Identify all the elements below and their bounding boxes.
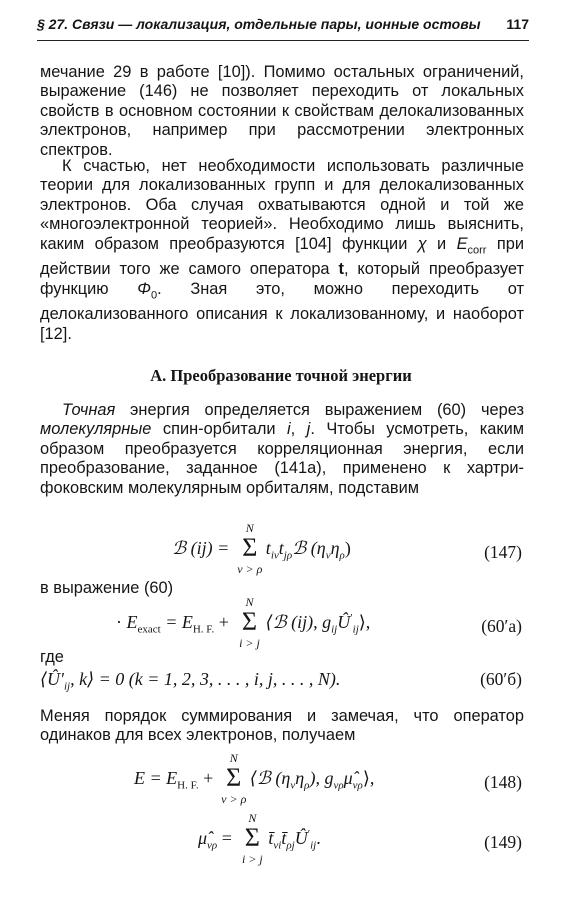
eq148-sum-upper: N <box>229 751 238 765</box>
eq60b-u: ⟨Û′ <box>40 669 64 689</box>
eq147-t2-sub: jρ <box>283 549 293 562</box>
p2-text-b: при действии того же самого оператора <box>40 234 524 279</box>
eq149-u-sub: ij <box>310 839 317 852</box>
eq149-t2-sub: ρj <box>286 839 295 852</box>
page-number: 117 <box>506 16 529 32</box>
eq149-mu: μ̂ <box>198 828 208 849</box>
header-rule <box>37 40 529 41</box>
eq149-close: . <box>316 828 321 849</box>
eq148-sum-lower: ν > ρ <box>221 792 247 806</box>
eq147-eta2-sub: ρ <box>339 549 345 562</box>
eq148-g-sub: νρ <box>333 779 344 792</box>
eq60a-sum-upper: N <box>245 595 254 609</box>
eq147-number: (147) <box>484 542 522 562</box>
text-in-expression: в выражение (60) <box>40 579 174 597</box>
eq60a-u-sub: ij <box>352 623 359 636</box>
eq148-body-text: ⟨ℬ (η <box>249 768 291 789</box>
paragraph-4: Меняя порядок суммирования и замечая, что оператор одинаков для всех электронов, получаем <box>40 707 524 745</box>
paragraph-2 <box>40 157 524 344</box>
operator-t: t <box>338 260 344 279</box>
sigma-symbol: Σ <box>241 607 258 636</box>
equation-148 <box>0 752 562 812</box>
eq147-sum-lower: ν > ρ <box>237 562 263 576</box>
eq149-sum-lower: i > j <box>241 852 263 866</box>
eq148-g: ), g <box>309 768 334 789</box>
eq148-body <box>134 752 374 808</box>
p3-var-i: i <box>287 420 291 439</box>
eq149-u-prime: ′ <box>307 828 311 841</box>
text-where: где <box>40 648 64 666</box>
eq149-sum <box>238 812 266 868</box>
eq60a-hf-sub: H. F. <box>192 623 215 636</box>
eq147-close: ) <box>344 538 351 559</box>
eq149-t2: t̄ <box>281 828 287 849</box>
eq60b-body <box>40 669 340 697</box>
equation-60a <box>0 596 562 656</box>
eq148-close: ⟩, <box>362 768 375 789</box>
eq147-body <box>172 522 351 578</box>
p3-italic-exact: Точная <box>62 401 116 419</box>
equation-149 <box>0 812 562 872</box>
eq147-lhs: ℬ (ij) = <box>172 538 230 559</box>
phi-symbol: Φ <box>137 279 151 298</box>
p2-and: и <box>426 234 457 253</box>
eq60a-g-sub: ij <box>331 623 338 636</box>
p3-text-a: энергия определяется выражением (60) через <box>115 401 524 419</box>
sigma-symbol: Σ <box>226 763 242 792</box>
running-header <box>37 14 529 38</box>
phi-subscript: 0 <box>150 289 158 301</box>
header-section-title: § 27. Связи — локализация, отдельные пары, ионные остовы <box>37 16 481 32</box>
eq147-t2: t <box>278 538 284 559</box>
eq147-b-eta: ℬ (η <box>292 538 326 559</box>
sigma-symbol: Σ <box>242 533 258 562</box>
eq149-body <box>198 812 321 868</box>
paragraph-1: мечание 29 в работе [10]). Помимо остальных ограничений, выражение (146) не позволяет переходить от локальных свойств в основном состоянии к свойствам делокализованных электронов, например при рассмотрении электронных спектров. <box>40 63 524 159</box>
section-heading: А. Преобразование точной энергии <box>150 366 412 385</box>
eq60b-rest: , k⟩ = 0 (k = 1, 2, 3, . . . , i, j, . . . , N). <box>70 669 341 689</box>
p3-text-b: спин-орбитали <box>151 420 287 439</box>
eq60a-plus: + <box>214 612 234 633</box>
p2-text-a: К счастью, нет необходимости использовать различные теории для локализованных групп и для делокализованных электронов. Оба случая охватываются одной и той же «многоэлектронной теорией». Необходимо лишь выяснить, каким образом преобразуются [104] функции <box>40 157 524 253</box>
eq149-number: (149) <box>484 832 522 852</box>
eq149-equals: = <box>217 828 237 849</box>
eq148-eta2: η <box>295 768 305 789</box>
p3-var-j: j <box>306 420 311 439</box>
p3-comma: , <box>290 420 307 439</box>
eq147-sum <box>236 522 264 578</box>
eq148-eta2-sub: ρ <box>304 779 310 792</box>
eq60a-exact-sub: exact <box>137 623 161 636</box>
paragraph-3 <box>40 401 524 498</box>
eq60b-number: (60′б) <box>480 669 522 689</box>
ecorr-subscript: corr <box>467 243 487 256</box>
eq60a-close: ⟩, <box>358 612 371 633</box>
p2-text-d: . Зная это, можно переходить от делокализованного описания к локализованному, и наоборот [12]. <box>40 279 524 343</box>
eq60a-sum-lower: i > j <box>239 636 260 650</box>
eq147-t1: t <box>265 538 271 559</box>
eq149-t1-sub: νi <box>273 839 282 852</box>
eq149-sum-upper: N <box>248 811 257 825</box>
eq60a-e: E <box>126 612 138 633</box>
eq148-mu: μ̂ <box>343 768 353 789</box>
p3-italic-molecular: молекулярные <box>40 420 152 439</box>
eq148-number: (148) <box>484 772 522 792</box>
eq60a-sum <box>235 596 263 652</box>
eq149-u: Û <box>294 828 308 849</box>
eq147-sum-upper: N <box>245 521 254 535</box>
eq60a-u-prime: ′ <box>350 612 353 625</box>
eq60a-number: (60′а) <box>481 616 522 636</box>
eq147-eta2: η <box>330 538 340 559</box>
eq60a-ehf: = E <box>160 612 193 633</box>
eq149-mu-sub: νρ <box>207 839 218 852</box>
eq60b-u-sub: ij <box>63 680 71 693</box>
eq60a-dot: · <box>116 612 122 633</box>
equation-147 <box>0 522 562 582</box>
eq148-hf-sub: H. F. <box>177 779 199 792</box>
chi-symbol: χ <box>417 234 427 253</box>
eq148-lhs: E = E <box>134 768 178 789</box>
sigma-symbol: Σ <box>244 823 260 852</box>
p3-text-c: . Чтобы усмотреть, каким образом преобразуется корреляционная энергия, если преобразование, заданное (141а), применено к хартри-фоковским молекулярным орбиталям, подставим <box>40 420 525 497</box>
eq148-sum <box>220 752 248 808</box>
eq148-mu-sub: νρ <box>352 779 363 792</box>
eq147-t1-sub: iν <box>270 549 279 562</box>
eq148-eta1-sub: ν <box>290 779 296 792</box>
eq147-eta1-sub: ν <box>325 549 331 562</box>
eq60a-u: Û <box>337 612 351 633</box>
eq149-t1: t̄ <box>268 828 274 849</box>
eq148-plus: + <box>198 768 218 789</box>
eq60a-body-text: ⟨ℬ (ij), g <box>265 612 332 633</box>
equation-60b <box>0 665 562 695</box>
p2-text-c: , который преобразует функцию <box>40 260 525 298</box>
ecorr-symbol: E <box>456 234 468 253</box>
eq60a-body <box>116 596 370 652</box>
